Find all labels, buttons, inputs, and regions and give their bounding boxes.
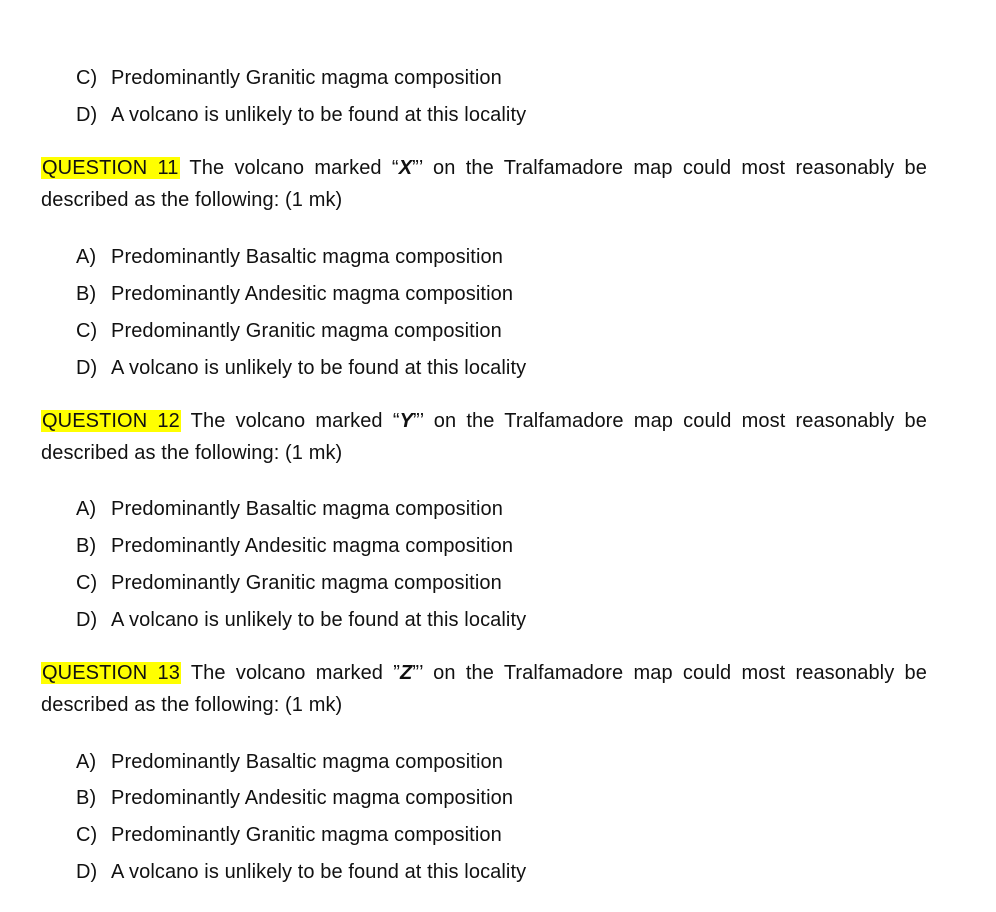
volcano-marker: Z: [400, 662, 413, 684]
question-stem-line2: described as the following: (1 mk): [41, 442, 343, 464]
question-12-option-a: [76, 495, 503, 523]
option-letter: B): [76, 283, 97, 305]
carryover-option-c: [76, 64, 502, 92]
volcano-marker: Y: [399, 410, 414, 432]
question-11-option-d: [76, 354, 526, 382]
option-letter: D): [76, 104, 98, 126]
question-stem-pre: The volcano marked “: [189, 157, 399, 179]
option-letter: D): [76, 357, 98, 379]
option-letter: C): [76, 67, 98, 89]
option-letter: A): [76, 498, 97, 520]
question-stem-line1: [41, 657, 927, 689]
question-13: [41, 657, 927, 721]
question-label: QUESTION 12: [42, 410, 180, 432]
question-11-option-a: [76, 243, 503, 271]
question-stem-post: ”’ on the Tralfamadore map could most reasonably be: [412, 662, 928, 684]
option-text: A volcano is unlikely to be found at this locality: [111, 104, 527, 126]
option-text: A volcano is unlikely to be found at this locality: [111, 609, 527, 631]
question-13-option-b: [76, 784, 513, 812]
option-text: Predominantly Andesitic magma composition: [111, 787, 514, 809]
question-label: QUESTION 13: [42, 662, 180, 684]
question-stem-pre: The volcano marked “: [190, 410, 400, 432]
option-text: Predominantly Granitic magma composition: [111, 320, 502, 342]
carryover-option-d: [76, 101, 526, 129]
question-stem-line1: [41, 405, 927, 437]
question-stem-pre: The volcano marked ”: [190, 662, 401, 684]
option-text: A volcano is unlikely to be found at this locality: [111, 861, 527, 883]
question-12: [41, 405, 927, 469]
option-text: A volcano is unlikely to be found at this locality: [111, 357, 527, 379]
option-letter: B): [76, 535, 97, 557]
option-text: Predominantly Granitic magma composition: [111, 572, 502, 594]
option-text: Predominantly Basaltic magma composition: [111, 246, 503, 268]
question-13-option-c: [76, 821, 502, 849]
option-letter: D): [76, 609, 98, 631]
question-label: QUESTION 11: [42, 157, 179, 179]
question-stem-post: ”’ on the Tralfamadore map could most reasonably be: [412, 157, 928, 179]
option-letter: D): [76, 861, 98, 883]
question-12-option-b: [76, 532, 513, 560]
option-letter: A): [76, 751, 97, 773]
option-text: Predominantly Andesitic magma composition: [111, 283, 514, 305]
option-text: Predominantly Andesitic magma composition: [111, 535, 514, 557]
option-letter: C): [76, 572, 98, 594]
question-11: [41, 152, 927, 216]
question-12-option-d: [76, 606, 526, 634]
volcano-marker: X: [398, 157, 413, 179]
question-13-option-a: [76, 748, 503, 776]
question-stem-line1: [41, 152, 927, 184]
option-letter: B): [76, 787, 97, 809]
option-text: Predominantly Granitic magma composition: [111, 824, 502, 846]
question-12-option-c: [76, 569, 502, 597]
question-stem-line2: described as the following: (1 mk): [41, 694, 343, 716]
question-13-option-d: [76, 858, 526, 886]
option-text: Predominantly Granitic magma composition: [111, 67, 502, 89]
question-11-option-c: [76, 317, 502, 345]
option-letter: A): [76, 246, 97, 268]
option-text: Predominantly Basaltic magma composition: [111, 751, 503, 773]
option-text: Predominantly Basaltic magma composition: [111, 498, 503, 520]
option-letter: C): [76, 320, 98, 342]
question-stem-post: ”’ on the Tralfamadore map could most reasonably be: [413, 410, 927, 432]
question-11-option-b: [76, 280, 513, 308]
question-stem-line2: described as the following: (1 mk): [41, 189, 343, 211]
option-letter: C): [76, 824, 98, 846]
